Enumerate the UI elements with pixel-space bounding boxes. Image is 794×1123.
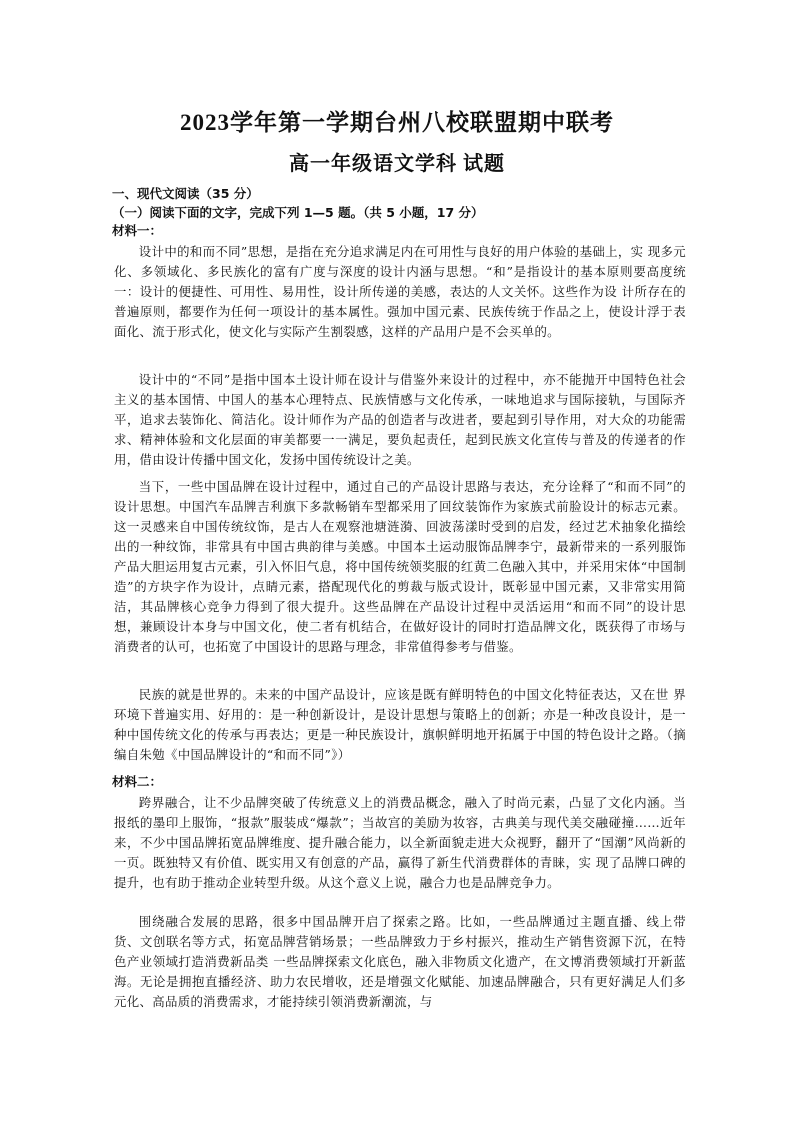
material-one-paragraph-3: 当下，一些中国品牌在设计过程中，通过自己的产品设计思路与表达，充分诠释了“和而不同”的设计思想。中国汽车品牌吉利旗下多款畅销车型都采用了回纹装饰作为家族式前脸设计的标志元素。这一灵感来自中国传统纹饰，是古人在观察池塘涟漪、回波荡漾时受到的启发，经过艺术抽象化描绘出的一种纹饰，非常具有中国古典韵律与美感。中国本土运动服饰品牌李宁，最新带来的一系列服饰产品大胆运用复古元素，引入怀旧气息，将中国传统领奖服的红黄二色融入其中，并采用宋体“中国制造”的方块字作为设计，点睛元素，搭配现代化的剪裁与版式设计，既彰显中国元素，又非常实用简洁，其品牌核心竞争力得到了很大提升。这些品牌在产品设计过程中灵活运用“和而不同”的设计思想，兼顾设计本身与中国文化，使二者有机结合，在做好设计的同时打造品牌文化，既获得了市场与消费者的认可，也拓宽了中国设计的思路与理念，非常值得参考与借鉴。	[114, 479, 686, 654]
exam-subtitle: 高一年级语文学科 试题	[289, 153, 505, 175]
material-one-label: 材料一：	[112, 223, 163, 238]
section-heading: 一、现代文阅读（35 分）	[112, 186, 259, 201]
material-one-paragraph-2: 设计中的“不同”是指中国本土设计师在设计与借鉴外来设计的过程中，亦不能抛开中国特色社会主义的基本国情、中国人的基本心理特点、民族情感与文化传承，一味地追求与国际接轨，与国际齐平，追求去装饰化、简洁化。设计师作为产品的创造者与改进者，要起到引导作用，对大众的功能需求、精神体验和文化层面的审美都要一一满足，要负起责任，起到民族文化宣传与普及的传递者的作用，借由设计传播中国文化，发扬中国传统设计之美。	[114, 372, 686, 467]
question-instruction: （一）阅读下面的文字，完成下列 1—5 题。（共 5 小题，17 分）	[112, 205, 484, 220]
material-two-paragraph-2: 围绕融合发展的思路，很多中国品牌开启了探索之路。比如，一些品牌通过主题直播、线上带货、文创联名等方式，拓宽品牌营销场景；一些品牌致力于乡村振兴，推动生产销售资源下沉，在特色产业领域打造消费新品类 一些品牌探索文化底色，融入非物质文化遗产，在文博消费领域打开新蓝海。无论是拥抱直播经济、助力农民增收，还是增强文化赋能、加速品牌融合，只有更好满足人们多元化、高品质的消费需求，才能持续引领消费新潮流，与	[114, 914, 686, 1009]
exam-title: 2023学年第一学期台州八校联盟期中联考	[180, 110, 614, 135]
material-two-label: 材料二：	[112, 774, 163, 789]
material-one-paragraph-4: 民族的就是世界的。未来的中国产品设计，应该是既有鲜明特色的中国文化特征表达，又在世 界环境下普遍实用、好用的：是一种创新设计，是设计思想与策略上的创新；亦是一种改良设计，是一种中国传统文化的传承与再表达；更是一种民族设计，旗帜鲜明地开拓属于中国的特色设计之路。（摘编自朱勉《中国品牌设计的“和而不同”》）	[114, 687, 686, 762]
material-two-paragraph-1: 跨界融合，让不少品牌突破了传统意义上的消费品概念，融入了时尚元素，凸显了文化内涵。当报纸的墨印上服饰，“报款”服装成“爆款”；当故宫的美励为妆容，古典美与现代美交融碰撞……近年来，不少中国品牌拓宽品牌维度、提升融合能力，以全新面貌走进大众视野，翻开了“国潮”风尚新的一页。既独特又有价值、既实用又有创意的产品，赢得了新生代消费群体的青睐，实 现了品牌口碑的提升，也有助于推动企业转型升级。从这个意义上说，融合力也是品牌竞争力。	[114, 795, 686, 890]
material-one-paragraph-1: 设计中的和而不同”思想，是指在充分追求满足内在可用性与良好的用户体验的基础上，实 现多元化、多领域化、多民族化的富有广度与深度的设计内涵与思想。“和”是指设计的基本原则要高度统一：设计的便捷性、可用性、易用性，设计所传递的美感，表达的人文关怀。这些作为设 计所存在的普遍原则，都要作为任何一项设计的基本属性。强加中国元素、民族传统于作品之上，使设计浮于表面化、流于形式化，使文化与实际产生割裂感，这样的产品用户是不会买单的。	[114, 244, 686, 339]
